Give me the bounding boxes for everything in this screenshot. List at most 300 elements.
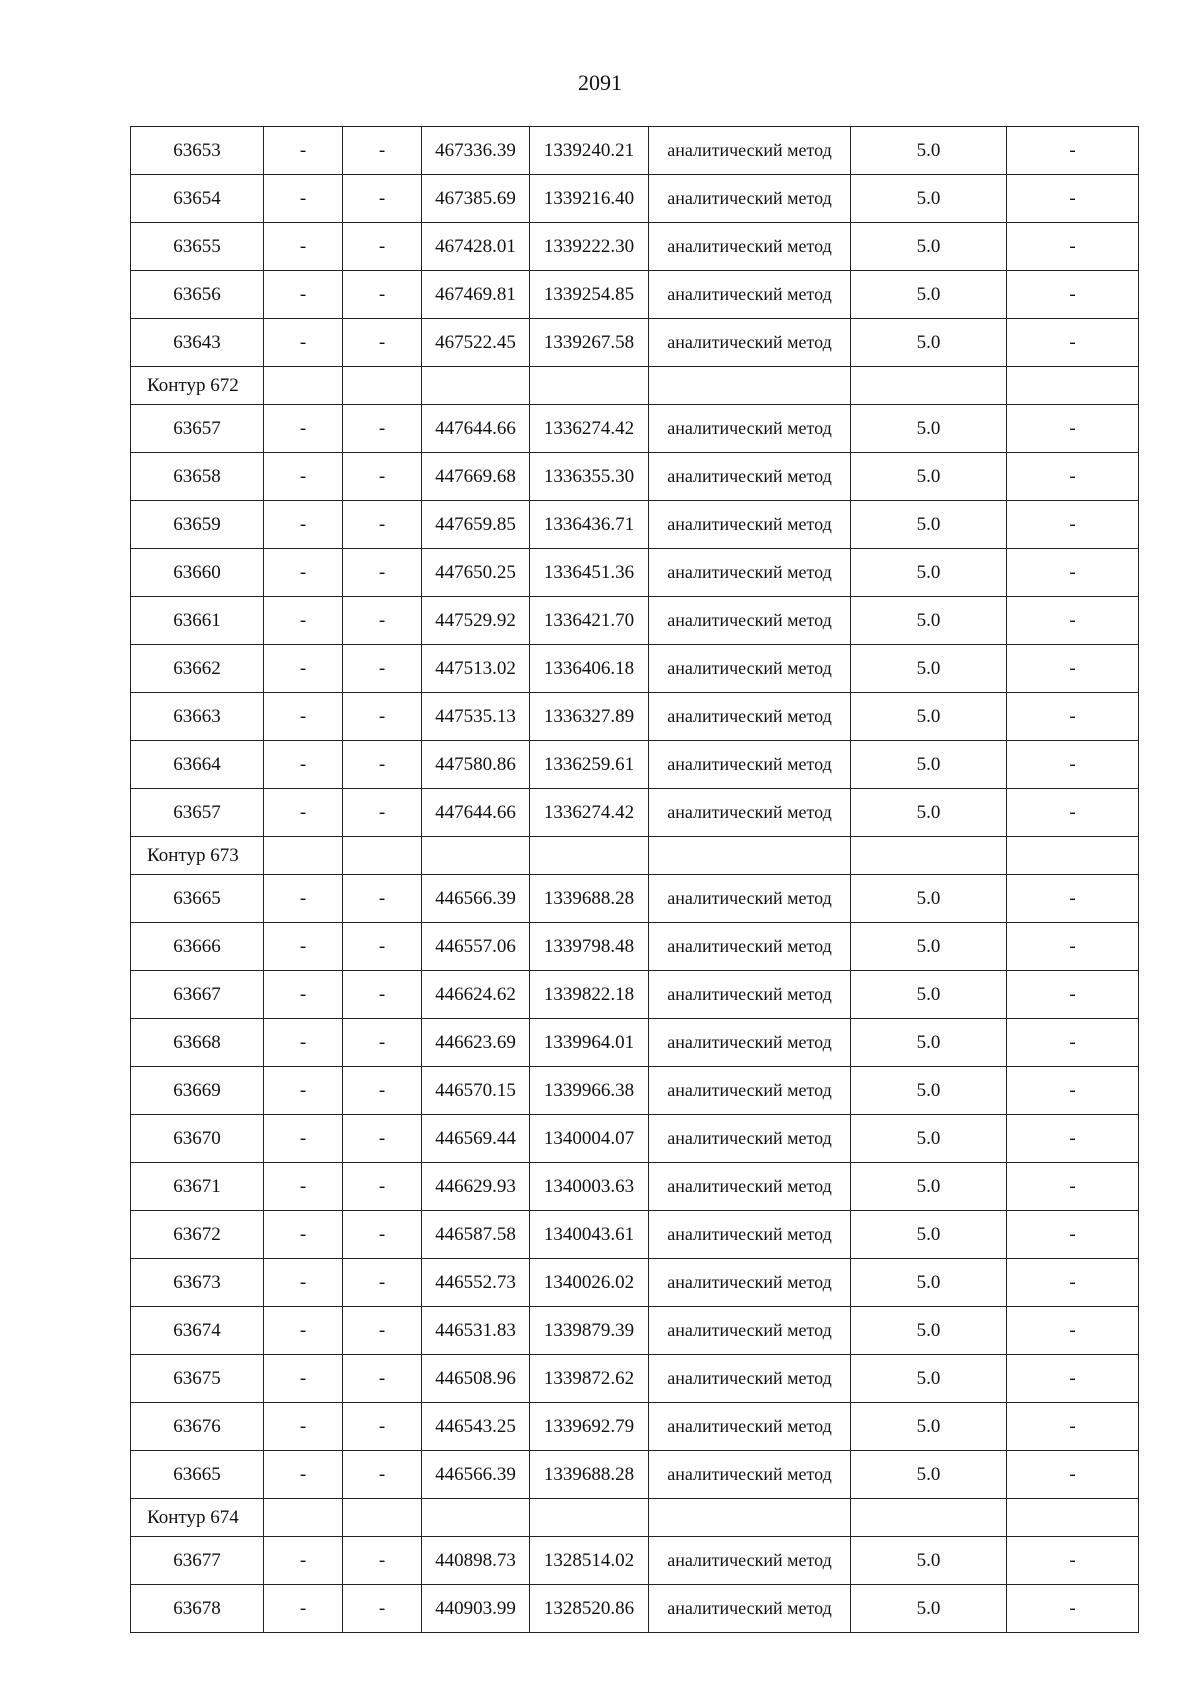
accuracy-cell: 5.0 — [851, 405, 1007, 453]
column-2-cell: - — [264, 1537, 343, 1585]
contour-header-row — [131, 367, 1139, 405]
column-3-cell: - — [343, 175, 422, 223]
column-8-cell: - — [1007, 789, 1139, 837]
table-row — [131, 1451, 1139, 1499]
coord-x-cell: 447535.13 — [422, 693, 530, 741]
method-cell — [649, 1403, 851, 1451]
table-row — [131, 645, 1139, 693]
table-row — [131, 549, 1139, 597]
coord-x-cell: 447650.25 — [422, 549, 530, 597]
column-3-cell: - — [343, 319, 422, 367]
column-8-cell: - — [1007, 223, 1139, 271]
empty-cell — [343, 1499, 422, 1537]
method-text: аналитический метод — [667, 1320, 832, 1340]
accuracy-cell: 5.0 — [851, 223, 1007, 271]
column-2-cell: - — [264, 1451, 343, 1499]
point-number-cell: 63660 — [131, 549, 264, 597]
accuracy-cell: 5.0 — [851, 271, 1007, 319]
column-8-cell: - — [1007, 1163, 1139, 1211]
column-3-cell: - — [343, 1307, 422, 1355]
coord-y-cell: 1328514.02 — [530, 1537, 649, 1585]
column-8-cell: - — [1007, 741, 1139, 789]
point-number-cell: 63669 — [131, 1067, 264, 1115]
column-3-cell: - — [343, 549, 422, 597]
coord-y-cell: 1339822.18 — [530, 971, 649, 1019]
empty-cell — [530, 1499, 649, 1537]
coord-y-cell: 1340003.63 — [530, 1163, 649, 1211]
coord-x-cell: 447644.66 — [422, 405, 530, 453]
coord-x-cell: 440903.99 — [422, 1585, 530, 1633]
column-2-cell: - — [264, 875, 343, 923]
empty-cell — [264, 367, 343, 405]
coord-x-cell: 446566.39 — [422, 875, 530, 923]
coord-y-cell: 1339254.85 — [530, 271, 649, 319]
method-cell — [649, 1259, 851, 1307]
point-number-cell: 63657 — [131, 405, 264, 453]
accuracy-cell: 5.0 — [851, 1115, 1007, 1163]
point-number-cell: 63676 — [131, 1403, 264, 1451]
column-8-cell: - — [1007, 271, 1139, 319]
accuracy-cell: 5.0 — [851, 1163, 1007, 1211]
accuracy-cell: 5.0 — [851, 175, 1007, 223]
column-8-cell: - — [1007, 175, 1139, 223]
table-row — [131, 453, 1139, 501]
accuracy-cell: 5.0 — [851, 453, 1007, 501]
method-cell — [649, 405, 851, 453]
empty-cell — [422, 837, 530, 875]
table-row — [131, 501, 1139, 549]
method-text: аналитический метод — [667, 514, 832, 534]
empty-cell — [530, 367, 649, 405]
empty-cell — [851, 837, 1007, 875]
empty-cell — [264, 837, 343, 875]
column-2-cell: - — [264, 1259, 343, 1307]
method-cell — [649, 127, 851, 175]
coord-x-cell: 446557.06 — [422, 923, 530, 971]
column-3-cell: - — [343, 1537, 422, 1585]
method-text: аналитический метод — [667, 1176, 832, 1196]
coord-x-cell: 446552.73 — [422, 1259, 530, 1307]
column-8-cell: - — [1007, 1403, 1139, 1451]
method-cell — [649, 319, 851, 367]
accuracy-cell: 5.0 — [851, 1211, 1007, 1259]
table-row — [131, 741, 1139, 789]
column-3-cell: - — [343, 1163, 422, 1211]
method-text: аналитический метод — [667, 188, 832, 208]
coord-x-cell: 467469.81 — [422, 271, 530, 319]
method-text: аналитический метод — [667, 236, 832, 256]
column-2-cell: - — [264, 597, 343, 645]
method-cell — [649, 789, 851, 837]
table-row — [131, 971, 1139, 1019]
column-3-cell: - — [343, 875, 422, 923]
method-cell — [649, 1355, 851, 1403]
column-8-cell: - — [1007, 597, 1139, 645]
accuracy-cell: 5.0 — [851, 127, 1007, 175]
table-row — [131, 1211, 1139, 1259]
column-2-cell: - — [264, 1355, 343, 1403]
method-text: аналитический метод — [667, 418, 832, 438]
method-cell — [649, 501, 851, 549]
method-cell — [649, 1211, 851, 1259]
table-row — [131, 1067, 1139, 1115]
point-number-cell: 63670 — [131, 1115, 264, 1163]
column-2-cell: - — [264, 405, 343, 453]
column-8-cell: - — [1007, 1211, 1139, 1259]
column-2-cell: - — [264, 549, 343, 597]
coord-x-cell: 446570.15 — [422, 1067, 530, 1115]
coord-y-cell: 1336259.61 — [530, 741, 649, 789]
column-2-cell: - — [264, 1115, 343, 1163]
method-text: аналитический метод — [667, 332, 832, 352]
point-number-cell: 63668 — [131, 1019, 264, 1067]
point-number-cell: 63655 — [131, 223, 264, 271]
empty-cell — [530, 837, 649, 875]
coord-y-cell: 1336451.36 — [530, 549, 649, 597]
column-8-cell: - — [1007, 501, 1139, 549]
point-number-cell: 63659 — [131, 501, 264, 549]
coord-x-cell: 447669.68 — [422, 453, 530, 501]
column-2-cell: - — [264, 271, 343, 319]
accuracy-cell: 5.0 — [851, 741, 1007, 789]
coord-y-cell: 1340004.07 — [530, 1115, 649, 1163]
column-3-cell: - — [343, 789, 422, 837]
column-3-cell: - — [343, 923, 422, 971]
point-number-cell: 63667 — [131, 971, 264, 1019]
accuracy-cell: 5.0 — [851, 789, 1007, 837]
method-text: аналитический метод — [667, 1272, 832, 1292]
coord-y-cell: 1339240.21 — [530, 127, 649, 175]
column-2-cell: - — [264, 1307, 343, 1355]
column-3-cell: - — [343, 127, 422, 175]
point-number-cell: 63657 — [131, 789, 264, 837]
column-3-cell: - — [343, 597, 422, 645]
accuracy-cell: 5.0 — [851, 1259, 1007, 1307]
column-8-cell: - — [1007, 1259, 1139, 1307]
method-text: аналитический метод — [667, 1368, 832, 1388]
coordinates-table — [130, 126, 1139, 1633]
table-row — [131, 1355, 1139, 1403]
table-row — [131, 1307, 1139, 1355]
column-8-cell: - — [1007, 1451, 1139, 1499]
method-cell — [649, 1115, 851, 1163]
column-2-cell: - — [264, 693, 343, 741]
coord-x-cell: 467428.01 — [422, 223, 530, 271]
coord-y-cell: 1339964.01 — [530, 1019, 649, 1067]
table-row — [131, 271, 1139, 319]
point-number-cell: 63661 — [131, 597, 264, 645]
coord-x-cell: 447659.85 — [422, 501, 530, 549]
coord-x-cell: 447513.02 — [422, 645, 530, 693]
coord-y-cell: 1336355.30 — [530, 453, 649, 501]
table-row — [131, 223, 1139, 271]
empty-cell — [343, 837, 422, 875]
point-number-cell: 63654 — [131, 175, 264, 223]
coord-y-cell: 1339798.48 — [530, 923, 649, 971]
column-3-cell: - — [343, 453, 422, 501]
column-3-cell: - — [343, 271, 422, 319]
accuracy-cell: 5.0 — [851, 1067, 1007, 1115]
accuracy-cell: 5.0 — [851, 971, 1007, 1019]
table-row — [131, 789, 1139, 837]
accuracy-cell: 5.0 — [851, 1585, 1007, 1633]
method-text: аналитический метод — [667, 1128, 832, 1148]
column-2-cell: - — [264, 1163, 343, 1211]
accuracy-cell: 5.0 — [851, 501, 1007, 549]
accuracy-cell: 5.0 — [851, 1019, 1007, 1067]
empty-cell — [851, 1499, 1007, 1537]
column-3-cell: - — [343, 1067, 422, 1115]
method-text: аналитический метод — [667, 888, 832, 908]
method-cell — [649, 1163, 851, 1211]
method-cell — [649, 549, 851, 597]
table-row — [131, 1537, 1139, 1585]
point-number-cell: 63677 — [131, 1537, 264, 1585]
column-2-cell: - — [264, 175, 343, 223]
method-cell — [649, 175, 851, 223]
accuracy-cell: 5.0 — [851, 923, 1007, 971]
point-number-cell: 63678 — [131, 1585, 264, 1633]
coord-x-cell: 447529.92 — [422, 597, 530, 645]
coord-x-cell: 467385.69 — [422, 175, 530, 223]
coord-y-cell: 1336274.42 — [530, 405, 649, 453]
method-cell — [649, 923, 851, 971]
coord-x-cell: 446566.39 — [422, 1451, 530, 1499]
column-2-cell: - — [264, 1211, 343, 1259]
column-3-cell: - — [343, 1019, 422, 1067]
table-row — [131, 597, 1139, 645]
coord-y-cell: 1339222.30 — [530, 223, 649, 271]
method-cell — [649, 223, 851, 271]
coord-y-cell: 1339688.28 — [530, 875, 649, 923]
coord-y-cell: 1339966.38 — [530, 1067, 649, 1115]
method-text: аналитический метод — [667, 1598, 832, 1618]
column-2-cell: - — [264, 1403, 343, 1451]
coord-y-cell: 1339879.39 — [530, 1307, 649, 1355]
method-text: аналитический метод — [667, 140, 832, 160]
method-cell — [649, 1067, 851, 1115]
table-row — [131, 875, 1139, 923]
column-3-cell: - — [343, 223, 422, 271]
point-number-cell: 63653 — [131, 127, 264, 175]
coord-y-cell: 1336327.89 — [530, 693, 649, 741]
coord-x-cell: 446543.25 — [422, 1403, 530, 1451]
point-number-cell: 63643 — [131, 319, 264, 367]
column-8-cell: - — [1007, 971, 1139, 1019]
point-number-cell: 63664 — [131, 741, 264, 789]
column-2-cell: - — [264, 223, 343, 271]
table-row — [131, 1163, 1139, 1211]
contour-label: Контур 672 — [131, 367, 264, 405]
table-row — [131, 319, 1139, 367]
method-text: аналитический метод — [667, 1224, 832, 1244]
empty-cell — [1007, 1499, 1139, 1537]
accuracy-cell: 5.0 — [851, 1451, 1007, 1499]
empty-cell — [649, 1499, 851, 1537]
column-8-cell: - — [1007, 405, 1139, 453]
column-8-cell: - — [1007, 693, 1139, 741]
table-row — [131, 693, 1139, 741]
column-3-cell: - — [343, 1211, 422, 1259]
coord-y-cell: 1339688.28 — [530, 1451, 649, 1499]
method-cell — [649, 271, 851, 319]
method-text: аналитический метод — [667, 1032, 832, 1052]
column-2-cell: - — [264, 1019, 343, 1067]
point-number-cell: 63666 — [131, 923, 264, 971]
method-cell — [649, 971, 851, 1019]
column-8-cell: - — [1007, 923, 1139, 971]
accuracy-cell: 5.0 — [851, 693, 1007, 741]
column-2-cell: - — [264, 741, 343, 789]
column-3-cell: - — [343, 971, 422, 1019]
column-3-cell: - — [343, 1451, 422, 1499]
coord-y-cell: 1340026.02 — [530, 1259, 649, 1307]
empty-cell — [264, 1499, 343, 1537]
accuracy-cell: 5.0 — [851, 875, 1007, 923]
point-number-cell: 63663 — [131, 693, 264, 741]
accuracy-cell: 5.0 — [851, 1403, 1007, 1451]
empty-cell — [422, 367, 530, 405]
column-3-cell: - — [343, 1115, 422, 1163]
column-2-cell: - — [264, 127, 343, 175]
method-text: аналитический метод — [667, 936, 832, 956]
coord-y-cell: 1339692.79 — [530, 1403, 649, 1451]
point-number-cell: 63672 — [131, 1211, 264, 1259]
coord-x-cell: 447644.66 — [422, 789, 530, 837]
method-cell — [649, 1451, 851, 1499]
coord-x-cell: 467336.39 — [422, 127, 530, 175]
coord-x-cell: 447580.86 — [422, 741, 530, 789]
column-8-cell: - — [1007, 127, 1139, 175]
coord-x-cell: 446629.93 — [422, 1163, 530, 1211]
accuracy-cell: 5.0 — [851, 1355, 1007, 1403]
column-8-cell: - — [1007, 1537, 1139, 1585]
table-row — [131, 405, 1139, 453]
method-cell — [649, 645, 851, 693]
method-cell — [649, 1307, 851, 1355]
column-3-cell: - — [343, 645, 422, 693]
column-2-cell: - — [264, 923, 343, 971]
point-number-cell: 63674 — [131, 1307, 264, 1355]
contour-header-row — [131, 1499, 1139, 1537]
point-number-cell: 63662 — [131, 645, 264, 693]
column-8-cell: - — [1007, 1115, 1139, 1163]
column-3-cell: - — [343, 741, 422, 789]
accuracy-cell: 5.0 — [851, 645, 1007, 693]
coord-x-cell: 440898.73 — [422, 1537, 530, 1585]
column-8-cell: - — [1007, 1585, 1139, 1633]
column-8-cell: - — [1007, 319, 1139, 367]
coord-x-cell: 446569.44 — [422, 1115, 530, 1163]
method-text: аналитический метод — [667, 706, 832, 726]
column-2-cell: - — [264, 453, 343, 501]
empty-cell — [851, 367, 1007, 405]
method-text: аналитический метод — [667, 1416, 832, 1436]
accuracy-cell: 5.0 — [851, 1537, 1007, 1585]
column-2-cell: - — [264, 645, 343, 693]
column-8-cell: - — [1007, 549, 1139, 597]
empty-cell — [1007, 367, 1139, 405]
coord-y-cell: 1339216.40 — [530, 175, 649, 223]
point-number-cell: 63656 — [131, 271, 264, 319]
point-number-cell: 63665 — [131, 1451, 264, 1499]
coord-y-cell: 1336421.70 — [530, 597, 649, 645]
column-2-cell: - — [264, 971, 343, 1019]
column-3-cell: - — [343, 1259, 422, 1307]
method-text: аналитический метод — [667, 754, 832, 774]
point-number-cell: 63675 — [131, 1355, 264, 1403]
column-3-cell: - — [343, 1355, 422, 1403]
table-row — [131, 923, 1139, 971]
coord-y-cell: 1340043.61 — [530, 1211, 649, 1259]
column-2-cell: - — [264, 501, 343, 549]
table-row — [131, 127, 1139, 175]
coord-x-cell: 446508.96 — [422, 1355, 530, 1403]
coord-y-cell: 1336274.42 — [530, 789, 649, 837]
point-number-cell: 63665 — [131, 875, 264, 923]
column-8-cell: - — [1007, 1067, 1139, 1115]
coord-x-cell: 446587.58 — [422, 1211, 530, 1259]
method-cell — [649, 597, 851, 645]
method-cell — [649, 1019, 851, 1067]
column-8-cell: - — [1007, 1355, 1139, 1403]
coord-y-cell: 1339267.58 — [530, 319, 649, 367]
column-3-cell: - — [343, 1403, 422, 1451]
method-cell — [649, 453, 851, 501]
method-text: аналитический метод — [667, 658, 832, 678]
column-8-cell: - — [1007, 875, 1139, 923]
method-cell — [649, 1585, 851, 1633]
coord-y-cell: 1336436.71 — [530, 501, 649, 549]
column-3-cell: - — [343, 501, 422, 549]
method-text: аналитический метод — [667, 802, 832, 822]
column-8-cell: - — [1007, 645, 1139, 693]
table-row — [131, 1403, 1139, 1451]
empty-cell — [649, 367, 851, 405]
method-cell — [649, 875, 851, 923]
accuracy-cell: 5.0 — [851, 549, 1007, 597]
method-cell — [649, 693, 851, 741]
table-row — [131, 1019, 1139, 1067]
column-3-cell: - — [343, 693, 422, 741]
column-2-cell: - — [264, 789, 343, 837]
point-number-cell: 63658 — [131, 453, 264, 501]
coord-y-cell: 1336406.18 — [530, 645, 649, 693]
coord-y-cell: 1339872.62 — [530, 1355, 649, 1403]
table-body — [131, 127, 1139, 1633]
column-3-cell: - — [343, 405, 422, 453]
point-number-cell: 63671 — [131, 1163, 264, 1211]
method-cell — [649, 741, 851, 789]
method-text: аналитический метод — [667, 466, 832, 486]
coord-x-cell: 446624.62 — [422, 971, 530, 1019]
column-2-cell: - — [264, 1585, 343, 1633]
method-text: аналитический метод — [667, 284, 832, 304]
column-8-cell: - — [1007, 1019, 1139, 1067]
accuracy-cell: 5.0 — [851, 319, 1007, 367]
point-number-cell: 63673 — [131, 1259, 264, 1307]
contour-label: Контур 673 — [131, 837, 264, 875]
coord-x-cell: 467522.45 — [422, 319, 530, 367]
method-text: аналитический метод — [667, 984, 832, 1004]
empty-cell — [649, 837, 851, 875]
table-row — [131, 1585, 1139, 1633]
table-row — [131, 1115, 1139, 1163]
method-cell — [649, 1537, 851, 1585]
coord-x-cell: 446623.69 — [422, 1019, 530, 1067]
coord-x-cell: 446531.83 — [422, 1307, 530, 1355]
column-3-cell: - — [343, 1585, 422, 1633]
